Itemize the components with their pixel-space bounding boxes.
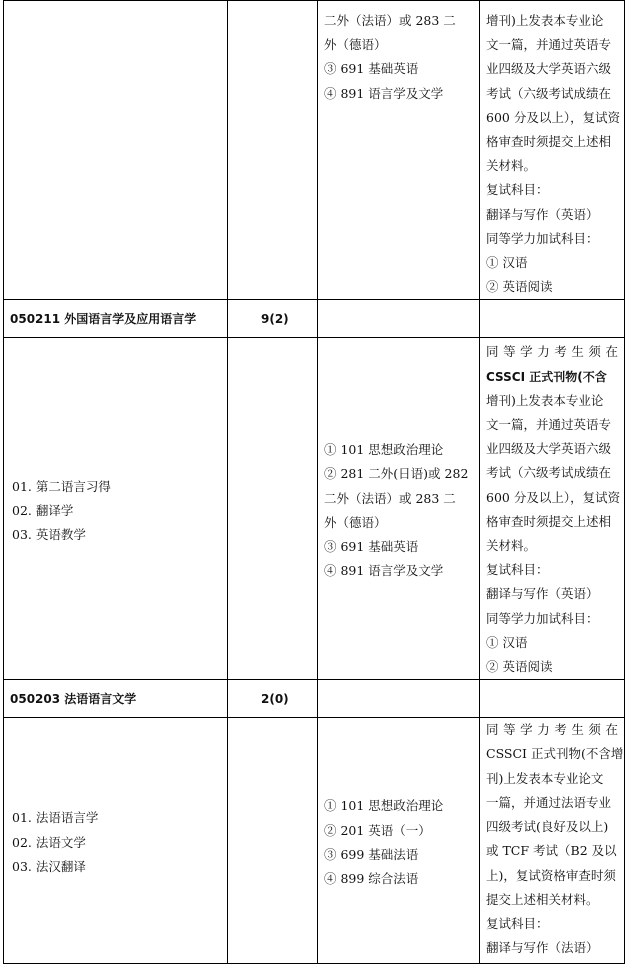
exam-subject-line: ④ 891 语言学及文学: [324, 85, 444, 101]
major-detail-row: [4, 718, 625, 964]
note-line: ① 汉语: [486, 255, 528, 271]
note-line: 同等学力加试科目：: [486, 610, 599, 626]
exam-subjects-cell: [318, 1, 480, 300]
note-line: CSSCI 正式刊物(不含增: [486, 746, 624, 762]
notes-cell: [480, 338, 625, 680]
note-line: 业四级及大学英语六级: [486, 61, 612, 77]
note-line: 增刊)上发表本专业论: [486, 13, 604, 28]
notes-cell: [480, 718, 625, 964]
note-line: 关材料。: [486, 158, 537, 174]
research-direction: 01. 第二语言习得: [12, 478, 111, 494]
note-line: 提交上述相关材料。: [486, 891, 599, 907]
research-direction: 03. 法汉翻译: [12, 858, 86, 874]
exam-subject-line: ① 101 思想政治理论: [324, 442, 444, 458]
note-line: CSSCI 正式刊物(不含: [486, 369, 607, 384]
major-header-row: [4, 680, 625, 718]
note-line: ② 英语阅读: [486, 659, 553, 675]
note-line: 翻译与写作（法语）: [486, 940, 599, 956]
note-line: 考试（六级考试成绩在: [486, 85, 612, 101]
note-line: 格审查时须提交上述相: [486, 513, 612, 529]
count-cell-empty: [228, 338, 318, 680]
major-header-empty: [480, 680, 625, 718]
enrollment-count: [228, 300, 318, 338]
exam-subject-line: ④ 891 语言学及文学: [324, 563, 444, 579]
note-line: 翻译与写作（英语）: [486, 586, 599, 602]
major-code-name: [4, 300, 228, 338]
major-detail-row: [4, 338, 625, 680]
note-line: 上)，复试资格审查时须: [486, 867, 616, 883]
major-title: 050203 法语语言文学: [10, 691, 137, 706]
note-line: 刊)上发表本专业论文: [486, 770, 604, 786]
exam-subject-line: ② 281 二外(日语)或 282: [324, 466, 469, 482]
note-line: 一篇，并通过法语专业: [486, 794, 612, 810]
note-line: 业四级及大学英语六级: [486, 441, 612, 457]
exam-subject-line: ③ 691 基础英语: [324, 61, 419, 77]
note-line: ② 英语阅读: [486, 279, 553, 295]
direction-cell-empty: [4, 1, 228, 300]
major-title: 050211 外国语言学及应用语言学: [10, 311, 197, 326]
exam-subject-line: ③ 691 基础英语: [324, 539, 419, 555]
exam-subjects-cell: [318, 718, 480, 964]
enrollment-count-value: 9(2): [261, 311, 289, 326]
exam-subject-line: 二外（法语）或 283 二: [324, 13, 456, 28]
note-line: 考试（六级考试成绩在: [486, 465, 612, 481]
note-line: 600 分及以上），复试资: [486, 489, 621, 505]
note-line: 同等学力考生须在: [486, 722, 618, 738]
note-line: 文一篇，并通过英语专: [486, 37, 612, 53]
note-line: 四级考试(良好及以上): [486, 819, 609, 835]
enrollment-table: [3, 0, 625, 964]
enrollment-count: [228, 680, 318, 718]
note-line: 格审查时须提交上述相: [486, 134, 612, 150]
note-line: 600 分及以上），复试资: [486, 109, 621, 125]
continued-row: [4, 1, 625, 300]
research-direction: 02. 法语文学: [12, 834, 86, 850]
note-line: 同等学力考生须在: [486, 344, 618, 360]
notes-cell: [480, 1, 625, 300]
note-line: 增刊)上发表本专业论: [486, 392, 604, 408]
major-code-name: [4, 680, 228, 718]
note-line: 同等学力加试科目：: [486, 230, 599, 246]
note-line: 复试科目：: [486, 562, 549, 578]
note-line: 或 TCF 考试（B2 及以: [486, 843, 617, 859]
exam-subject-line: 二外（法语）或 283 二: [324, 490, 456, 506]
exam-subjects-cell: [318, 338, 480, 680]
note-line: 文一篇，并通过英语专: [486, 417, 612, 433]
note-line: 关材料。: [486, 538, 537, 554]
research-direction: 02. 翻译学: [12, 502, 74, 518]
note-line: 复试科目：: [486, 915, 549, 931]
research-direction: 01. 法语语言学: [12, 810, 99, 826]
major-header-empty: [318, 680, 480, 718]
count-cell-empty: [228, 718, 318, 964]
major-header-empty: [480, 300, 625, 338]
exam-subject-line: ④ 899 综合法语: [324, 870, 419, 886]
note-line: 复试科目：: [486, 182, 549, 198]
research-directions-cell: [4, 338, 228, 680]
note-line: ① 汉语: [486, 634, 528, 650]
exam-subject-line: ② 201 英语（一）: [324, 822, 431, 838]
exam-subject-line: ③ 699 基础法语: [324, 846, 419, 862]
note-line: 翻译与写作（英语）: [486, 206, 599, 222]
count-cell-empty: [228, 1, 318, 300]
research-direction: 03. 英语教学: [12, 526, 86, 542]
major-header-empty: [318, 300, 480, 338]
exam-subject-line: 外（德语）: [324, 37, 387, 53]
exam-subject-line: ① 101 思想政治理论: [324, 798, 444, 814]
research-directions-cell: [4, 718, 228, 964]
major-header-row: [4, 300, 625, 338]
enrollment-count-value: 2(0): [261, 691, 289, 706]
exam-subject-line: 外（德语）: [324, 514, 387, 530]
